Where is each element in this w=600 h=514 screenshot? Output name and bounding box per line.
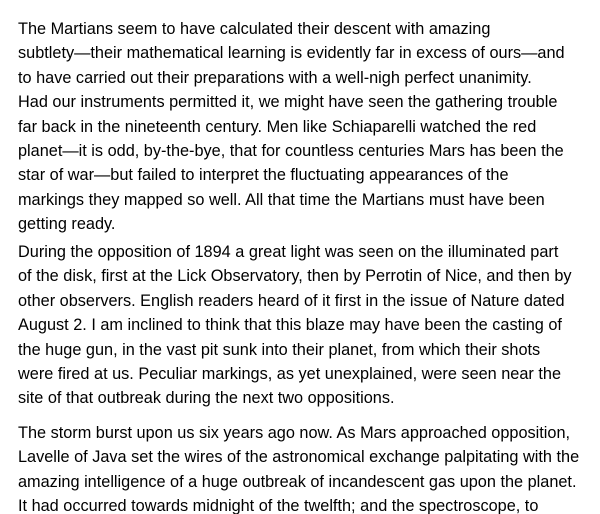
text-line: to have carried out their preparations with a well-nigh perfect unanimity.	[18, 68, 532, 87]
text-line: August 2. I am inclined to think that this blaze may have been the casting of	[18, 316, 562, 335]
text-line: far back in the nineteenth century. Men like Schiaparelli watched the red	[18, 117, 537, 136]
text-line: Lavelle of Java set the wires of the astronomical exchange palpitating with the	[18, 448, 580, 467]
paragraph-3	[18, 421, 600, 514]
text-line: The Martians seem to have calculated their descent with amazing	[18, 20, 491, 38]
text-line: other observers. English readers heard of it first in the issue of Nature dated	[18, 291, 565, 310]
text-line: amazing intelligence of a huge outbreak of incandescent gas upon the planet.	[18, 472, 577, 491]
text-line: site of that outbreak during the next two oppositions.	[18, 389, 395, 408]
text-line: the huge gun, in the vast pit sunk into their planet, from which their shots	[18, 340, 541, 359]
paragraph-1	[18, 17, 600, 237]
text-line: markings they mapped so well. All that time the Martians must have been	[18, 190, 545, 209]
text-line: star of war—but failed to interpret the fluctuating appearances of the	[18, 166, 509, 185]
text-line: The storm burst upon us six years ago now. As Mars approached opposition,	[18, 424, 571, 442]
text-line: During the opposition of 1894 a great light was seen on the illuminated part	[18, 243, 559, 261]
paragraph-2	[18, 240, 600, 411]
text-line: Had our instruments permitted it, we might have seen the gathering trouble	[18, 93, 558, 112]
text-line: planet—it is odd, by-the-bye, that for countless centuries Mars has been the	[18, 142, 564, 161]
text-line: getting ready.	[18, 215, 116, 234]
text-line: It had occurred towards midnight of the twelfth; and the spectroscope, to	[18, 497, 539, 514]
text-line: subtlety—their mathematical learning is evidently far in excess of ours—and	[18, 44, 565, 63]
text-line: of the disk, first at the Lick Observatory, then by Perrotin of Nice, and then by	[18, 267, 572, 286]
text-line: were fired at us. Peculiar markings, as yet unexplained, were seen near the	[18, 365, 561, 384]
